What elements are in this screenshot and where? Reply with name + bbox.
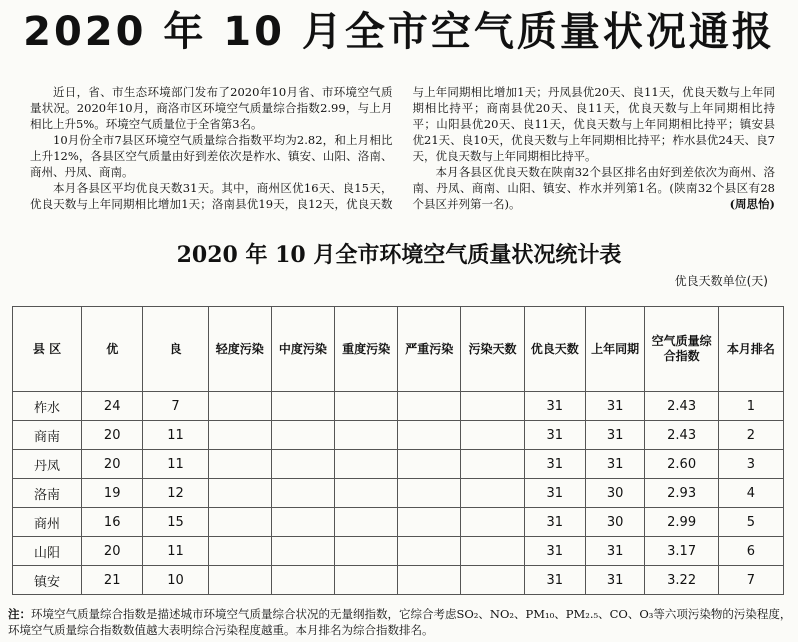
table-cell: 31 bbox=[524, 508, 585, 537]
table-cell bbox=[208, 450, 271, 479]
column-header: 本月排名 bbox=[718, 307, 783, 392]
table-cell bbox=[208, 392, 271, 421]
table-cell bbox=[335, 566, 398, 595]
table-cell: 21 bbox=[82, 566, 143, 595]
table-cell bbox=[271, 479, 334, 508]
table-cell: 洛南 bbox=[13, 479, 82, 508]
table-cell: 3.17 bbox=[645, 537, 718, 566]
table-cell: 2.93 bbox=[645, 479, 718, 508]
table-cell bbox=[335, 392, 398, 421]
table-cell bbox=[271, 450, 334, 479]
table-row bbox=[13, 392, 784, 421]
table-row bbox=[13, 537, 784, 566]
table-cell: 20 bbox=[82, 450, 143, 479]
footnote bbox=[8, 606, 793, 638]
table-cell bbox=[398, 537, 461, 566]
table-cell: 24 bbox=[82, 392, 143, 421]
table-cell: 6 bbox=[718, 537, 783, 566]
table-cell bbox=[335, 421, 398, 450]
table-cell: 31 bbox=[585, 566, 644, 595]
table-cell bbox=[461, 537, 524, 566]
table-cell: 山阳 bbox=[13, 537, 82, 566]
table-cell bbox=[335, 450, 398, 479]
table-cell bbox=[271, 537, 334, 566]
table-cell: 20 bbox=[82, 421, 143, 450]
table-body bbox=[13, 392, 784, 595]
table-cell: 16 bbox=[82, 508, 143, 537]
table-cell: 7 bbox=[718, 566, 783, 595]
table-cell: 31 bbox=[524, 450, 585, 479]
table-cell: 12 bbox=[143, 479, 208, 508]
column-header: 轻度污染 bbox=[208, 307, 271, 392]
table-row bbox=[13, 479, 784, 508]
table-cell bbox=[461, 479, 524, 508]
table-cell bbox=[461, 392, 524, 421]
column-header: 空气质量综合指数 bbox=[645, 307, 718, 392]
table-cell bbox=[271, 392, 334, 421]
table-row bbox=[13, 508, 784, 537]
table-cell: 2.43 bbox=[645, 392, 718, 421]
table-cell: 柞水 bbox=[13, 392, 82, 421]
table-cell: 3.22 bbox=[645, 566, 718, 595]
column-header: 优 bbox=[82, 307, 143, 392]
table-cell: 镇安 bbox=[13, 566, 82, 595]
table-cell: 4 bbox=[718, 479, 783, 508]
column-header: 中度污染 bbox=[271, 307, 334, 392]
table-row bbox=[13, 450, 784, 479]
unit-note: 优良天数单位(天) bbox=[674, 274, 768, 288]
table-cell bbox=[398, 566, 461, 595]
table-cell: 11 bbox=[143, 421, 208, 450]
table-title: 2020 年 10 月全市环境空气质量状况统计表 bbox=[176, 242, 622, 268]
article-body bbox=[30, 84, 775, 224]
column-header: 重度污染 bbox=[335, 307, 398, 392]
article-paragraph: 10月份全市7县区环境空气质量综合指数平均为2.82，和上月相比上升12%，各县区空气质量由好到差依次是柞水、镇安、山阳、洛南、商州、丹凤、商南。 bbox=[30, 133, 393, 179]
table-cell: 31 bbox=[524, 421, 585, 450]
table-cell: 2.99 bbox=[645, 508, 718, 537]
headline: 2020 年 10 月全市空气质量状况通报 bbox=[23, 9, 775, 55]
table-cell: 丹凤 bbox=[13, 450, 82, 479]
table-cell bbox=[398, 479, 461, 508]
table-cell bbox=[335, 479, 398, 508]
table-cell bbox=[271, 566, 334, 595]
table-cell: 11 bbox=[143, 537, 208, 566]
table-cell bbox=[461, 421, 524, 450]
table-cell: 1 bbox=[718, 392, 783, 421]
table-cell: 31 bbox=[585, 450, 644, 479]
table-cell: 2.60 bbox=[645, 450, 718, 479]
table-cell: 20 bbox=[82, 537, 143, 566]
table-cell bbox=[398, 508, 461, 537]
table-cell: 31 bbox=[524, 392, 585, 421]
table-cell bbox=[208, 421, 271, 450]
table-cell bbox=[271, 508, 334, 537]
table-cell bbox=[461, 508, 524, 537]
table-cell: 3 bbox=[718, 450, 783, 479]
table-cell bbox=[208, 508, 271, 537]
column-header: 良 bbox=[143, 307, 208, 392]
article-paragraph: 本月各县区平均优良天数31天。其中，商州区优16天、良15天，优良天数与上年同期相比增加1天；洛南县优19天，良12天，优良天数与上年同期相比增加1天；丹凤县优20天、良11天，优良天数与上年同期相比持平；商南县优20天、良11天，优良天数与上年同期相比持平；山阳县优20天、良11天，优良天数与上年同期相比持平；镇安县优21天、良10天，优良天数与上年同期相比持平；柞水县优24天、良7天，优良天数与上年同期相比持平。 bbox=[30, 85, 775, 211]
column-header: 污染天数 bbox=[461, 307, 524, 392]
table-cell: 31 bbox=[524, 566, 585, 595]
table-cell bbox=[398, 450, 461, 479]
table-cell bbox=[208, 566, 271, 595]
footnote-text: 环境空气质量综合指数是描述城市环境空气质量综合状况的无量纲指数，它综合考虑SO₂、NO₂、PM₁₀、PM₂.₅、CO、O₃等六项污染物的污染程度，环境空气质量综合指数数值越大表明综合污染程度越重。本月排名为综合指数排名。 bbox=[8, 607, 792, 637]
table-cell: 30 bbox=[585, 479, 644, 508]
table-cell: 30 bbox=[585, 508, 644, 537]
statistics-table bbox=[12, 306, 784, 595]
column-header: 优良天数 bbox=[524, 307, 585, 392]
table-cell: 11 bbox=[143, 450, 208, 479]
table-cell bbox=[335, 508, 398, 537]
column-header: 县 区 bbox=[13, 307, 82, 392]
table-row bbox=[13, 421, 784, 450]
column-header: 严重污染 bbox=[398, 307, 461, 392]
column-header: 上年同期 bbox=[585, 307, 644, 392]
table-cell: 商南 bbox=[13, 421, 82, 450]
table-cell: 31 bbox=[585, 392, 644, 421]
table-cell: 31 bbox=[585, 421, 644, 450]
table-cell: 10 bbox=[143, 566, 208, 595]
table-cell: 15 bbox=[143, 508, 208, 537]
table-cell bbox=[208, 479, 271, 508]
table-cell bbox=[335, 537, 398, 566]
table-cell: 31 bbox=[524, 479, 585, 508]
table-cell bbox=[208, 537, 271, 566]
table-cell bbox=[398, 421, 461, 450]
table-cell: 31 bbox=[585, 537, 644, 566]
table-cell: 5 bbox=[718, 508, 783, 537]
table-header-row bbox=[13, 307, 784, 392]
table-cell: 2 bbox=[718, 421, 783, 450]
author-byline: (周思怡) bbox=[729, 197, 775, 211]
table-cell: 商州 bbox=[13, 508, 82, 537]
table-cell bbox=[271, 421, 334, 450]
table-cell bbox=[461, 566, 524, 595]
table-cell: 7 bbox=[143, 392, 208, 421]
article-paragraph bbox=[413, 164, 776, 212]
footnote-label: 注： bbox=[8, 607, 31, 621]
table-cell: 2.43 bbox=[645, 421, 718, 450]
table-cell bbox=[398, 392, 461, 421]
table-row bbox=[13, 566, 784, 595]
article-paragraph: 近日，省、市生态环境部门发布了2020年10月省、市环境空气质量状况。2020年10月，商洛市区环境空气质量综合指数2.99，与上月相比上升5%。环境空气质量位于全省第3名。 bbox=[30, 85, 393, 131]
table-cell bbox=[461, 450, 524, 479]
article-paragraph-text: 本月各县区优良天数在陕南32个县区排名由好到差依次为商州、洛南、丹凤、商南、山阳、镇安、柞水并列第1名。(陕南32个县区有28个县区并列第一名)。 bbox=[412, 165, 775, 211]
table-cell: 31 bbox=[524, 537, 585, 566]
table-cell: 19 bbox=[82, 479, 143, 508]
